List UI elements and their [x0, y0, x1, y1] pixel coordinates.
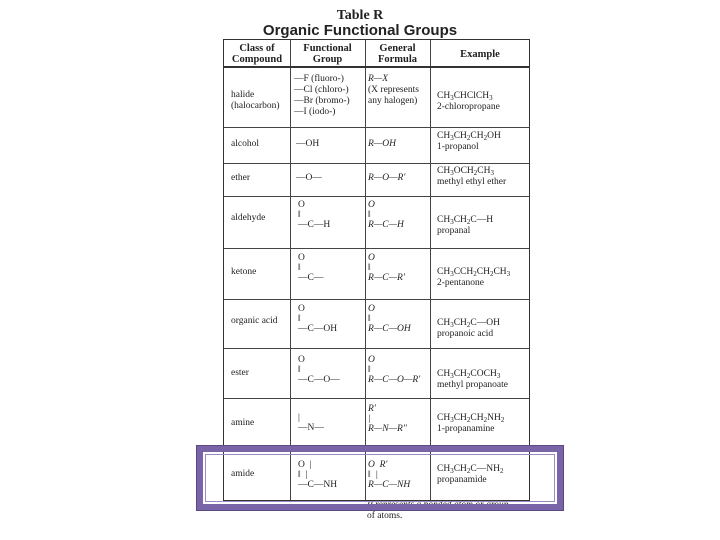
example-formula: $CH_3CH_2CH_2NH_2$ [437, 413, 505, 424]
formula-halide [368, 74, 419, 107]
formula-ether: R—O—R′ [368, 173, 406, 183]
group-line: —I (iodo-) [294, 107, 336, 117]
formula-ketone: O ‖ R—C—R′ [368, 253, 405, 283]
example-formula: $CH_3CH_2C—OH$ [437, 318, 500, 329]
header-line: General [379, 43, 416, 54]
example-formula: $CH_3CH_2C—H$ [437, 215, 494, 226]
class-amine: amine [231, 418, 255, 428]
formula-organic-acid: O ‖ R—C—OH [368, 304, 411, 334]
example-amine [437, 413, 504, 435]
example-name: methyl propanoate [437, 380, 508, 390]
column-divider [430, 40, 431, 500]
example-ester [437, 369, 508, 391]
header-line: Group [312, 54, 343, 65]
formula-line: R—X [368, 74, 389, 84]
group-line: —F (fluoro-) [294, 74, 344, 84]
example-name: propanal [437, 226, 471, 236]
group-ester: O ‖ —C—O— [298, 355, 340, 385]
formula-aldehyde: O ‖ R—C—H [368, 200, 404, 230]
table-subtitle: Organic Functional Groups [262, 22, 458, 39]
row-divider [224, 196, 529, 197]
group-ether: —O— [296, 173, 322, 183]
header-divider [224, 66, 529, 68]
footnote-line: of atoms. [367, 511, 403, 521]
group-alcohol: —OH [296, 139, 320, 149]
formula-line: any halogen) [368, 96, 418, 106]
example-ether [437, 166, 506, 188]
example-alcohol [437, 131, 501, 153]
group-amide: O | ‖ | —C—NH [298, 460, 338, 490]
formula-amide: O R′ ‖ | R—C—NH [368, 460, 411, 490]
class-ketone: ketone [231, 267, 257, 277]
row-divider [224, 163, 529, 164]
example-formula: $CH_3CCH_2CH_2CH_3$ [437, 267, 511, 278]
class-ester: ester [231, 368, 249, 378]
example-name: 1-propanamine [437, 424, 495, 434]
group-amine: | —N— [298, 413, 324, 433]
formula-amine: R′ | R—N—R″ [368, 404, 407, 434]
formula-line: (X represents [368, 85, 419, 95]
example-formula: $CH_3CH_2C—NH_2$ [437, 464, 504, 475]
group-aldehyde: O ‖ —C—H [298, 200, 331, 230]
header-formula [365, 43, 430, 65]
formula-ester: O ‖ R—C—O—R′ [368, 355, 421, 385]
example-name: methyl ethyl ether [437, 177, 507, 187]
column-divider [290, 40, 291, 500]
row-divider [224, 248, 529, 249]
class-line: (halocarbon) [231, 101, 280, 111]
formula-alcohol: R—OH [368, 139, 396, 149]
example-formula: $CH_3CHClCH_3$ [437, 91, 493, 102]
example-halide [437, 91, 500, 113]
example-name: propanoic acid [437, 329, 494, 339]
table-title: Table R [336, 8, 384, 23]
example-name: 2-chloropropane [437, 102, 500, 112]
class-amide: amide [231, 469, 255, 479]
example-ketone [437, 267, 510, 289]
example-formula: $CH_3OCH_2CH_3$ [437, 166, 494, 177]
example-name: propanamide [437, 475, 487, 485]
row-divider [224, 127, 529, 128]
class-organic-acid: organic acid [231, 316, 278, 326]
example-organic-acid [437, 318, 500, 340]
class-alcohol: alcohol [231, 139, 259, 149]
class-halide [231, 90, 280, 112]
header-line: Formula [377, 54, 418, 65]
header-class [224, 43, 290, 65]
example-aldehyde [437, 215, 493, 237]
header-line: Class of [239, 43, 275, 54]
footnote-line: R represents a bonded atom or group [367, 500, 509, 510]
example-name: 1-propanol [437, 142, 479, 152]
group-halide [294, 74, 350, 118]
highlight-inner-border [205, 454, 555, 502]
class-line: halide [231, 90, 255, 100]
group-ketone: O ‖ —C— [298, 253, 324, 283]
class-ether: ether [231, 173, 250, 183]
header-group [290, 43, 365, 65]
group-line: —Br (bromo-) [294, 96, 350, 106]
group-line: —Cl (chloro-) [294, 85, 349, 95]
group-organic-acid: O ‖ —C—OH [298, 304, 338, 334]
example-formula: $CH_3CH_2COCH_3$ [437, 369, 501, 380]
column-divider [365, 40, 366, 500]
header-example: Example [460, 49, 500, 60]
class-aldehyde: aldehyde [231, 213, 266, 223]
row-divider [224, 398, 529, 399]
example-name: 2-pentanone [437, 278, 484, 288]
row-divider [224, 348, 529, 349]
example-formula: $CH_3CH_2CH_2OH$ [437, 131, 501, 142]
row-divider [224, 299, 529, 300]
functional-groups-table [223, 39, 530, 501]
header-line: Compound [231, 54, 283, 65]
amide-highlight-box [197, 446, 563, 510]
header-line: Functional [303, 43, 352, 54]
